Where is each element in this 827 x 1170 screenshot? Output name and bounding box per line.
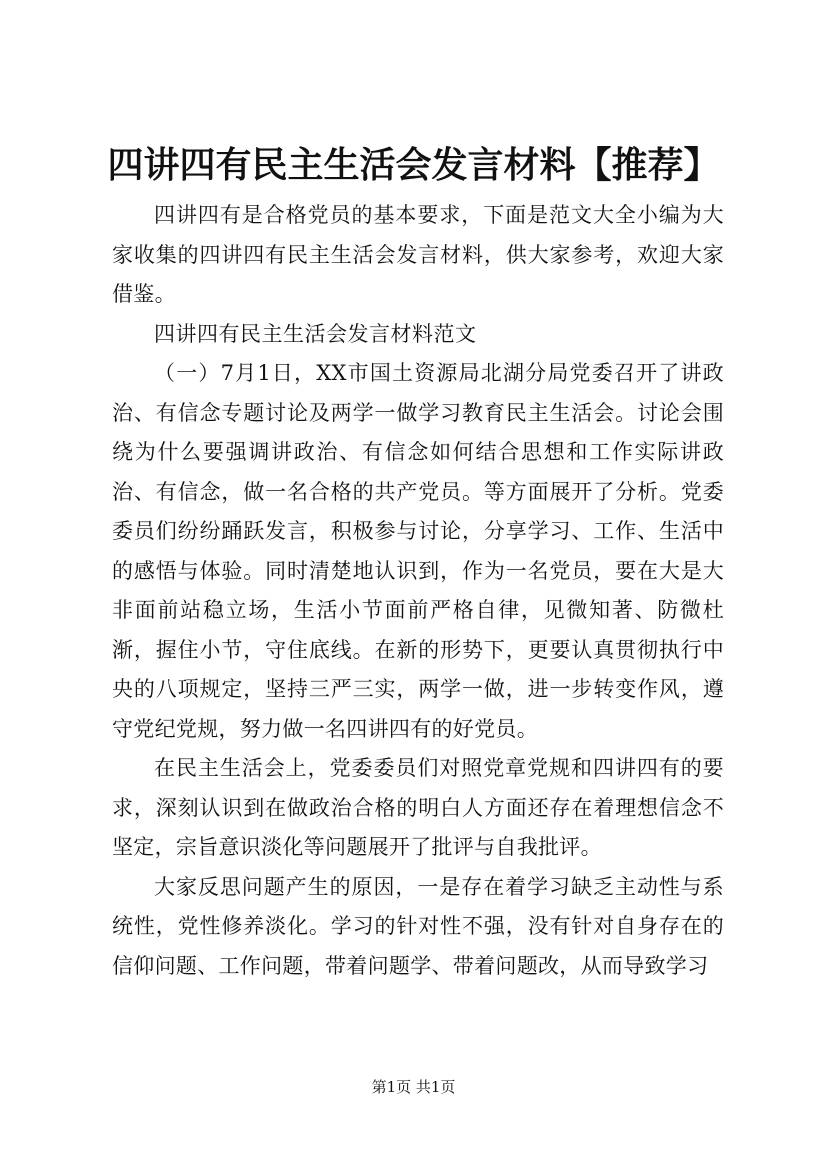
section-heading: 四讲四有民主生活会发言材料范文 xyxy=(154,321,477,346)
body-paragraph-2: 在民主生活会上，党委委员们对照党章党规和四讲四有的要求，深刻认识到在做政治合格的明白人方面还存在着理想信念不坚定，宗旨意识淡化等问题展开了批评与自我批评。 xyxy=(112,756,724,859)
document-title: 四讲四有民主生活会发言材料【推荐】 xyxy=(107,144,720,186)
body-paragraph-1: （一）7月1日，XX市国土资源局北湖分局党委召开了讲政治、有信念专题讨论及两学一做学习教育民主生活会。讨论会围绕为什么要强调讲政治、有信念如何结合思想和工作实际讲政治、有信念，做一名合格的共产党员。等方面展开了分析。党委委员们纷纷踊跃发言，积极参与讨论，分享学习、工作、生活中的感悟与体验。同时清楚地认识到，作为一名党员，要在大是大非面前站稳立场，生活小节面前严格自律，见微知著、防微杜渐，握住小节，守住底线。在新的形势下，更要认真贯彻执行中央的八项规定，坚持三严三实，两学一做，进一步转变作风，遵守党纪党规，努力做一名四讲四有的好党员。 xyxy=(112,361,724,741)
body-paragraph-3: 大家反思问题产生的原因，一是存在着学习缺乏主动性与系统性，党性修养淡化。学习的针对性不强，没有针对自身存在的信仰问题、工作问题，带着问题学、带着问题改，从而导致学习 xyxy=(112,874,724,978)
document-body xyxy=(112,196,724,986)
page-footer: 第1页 共1页 xyxy=(371,1078,456,1096)
intro-paragraph: 四讲四有是合格党员的基本要求，下面是范文大全小编为大家收集的四讲四有民主生活会发言材料，供大家参考，欢迎大家借鉴。 xyxy=(112,203,724,306)
